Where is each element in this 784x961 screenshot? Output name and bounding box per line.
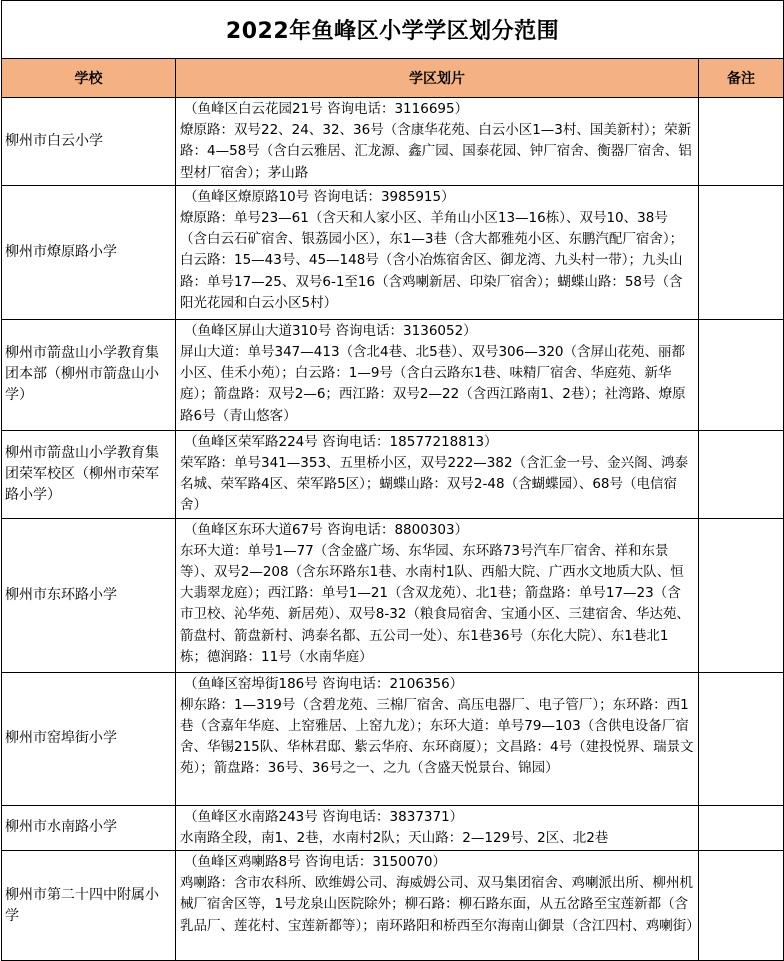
district-range: 鸡喇路：含市农科所、欧维姆公司、海威姆公司、双马集团宿舍、鸡喇派出所、柳州机械厂宿舍区等，1号龙泉山医院除外；柳石路：柳石路东面，从五岔路至宝莲新都（含乳品厂、莲花村、宝莲新都等）；南环路阳和桥西至尔海南山御景（含江四村、鸡喇街） xyxy=(180,875,700,934)
school-name: 柳州市窑埠街小学 xyxy=(2,672,176,805)
school-contact: （鱼峰区荣军路224号 咨询电话：18577218813） xyxy=(184,433,498,450)
district-range: 屏山大道：单号347—413（含北4巷、北5巷）、双号306—320（含屏山花苑、丽都小区、佳禾小苑）；白云路：1—9号（含白云路东1巷、味精厂宿舍、华庭苑、新华庭）；箭盘路：双号2—6；西江路：双号2—22（含西江路南1、2巷）；社湾路、燎原路6号（青山悠客） xyxy=(180,344,686,424)
note-cell xyxy=(699,98,784,186)
table-row xyxy=(2,672,784,805)
school-name: 柳州市箭盘山小学教育集团荣军校区（柳州市荣军路小学） xyxy=(2,430,176,518)
district-detail xyxy=(176,319,699,430)
note-cell xyxy=(699,185,784,319)
table-row xyxy=(2,805,784,850)
district-detail xyxy=(176,672,699,805)
table-row xyxy=(2,319,784,430)
school-name: 柳州市水南路小学 xyxy=(2,805,176,850)
school-contact: （鱼峰区燎原路10号 咨询电话：3985915） xyxy=(184,188,455,205)
school-contact: （鱼峰区水南路243号 咨询电话：3837371） xyxy=(184,808,464,825)
note-cell xyxy=(699,518,784,672)
header-school: 学校 xyxy=(2,59,176,98)
table-row xyxy=(2,185,784,319)
note-cell xyxy=(699,430,784,518)
district-range: 燎原路：单号23—61（含天和人家小区、羊角山小区13—16栋）、双号10、38号（含白云石矿宿舍、银荔园小区），东1—3巷（含大都雅苑小区、东鹏汽配厂宿舍）；白云路：15—43号、45—148号（含小冶炼宿舍区、御龙湾、九头村一带）；九头山路：单号17—25、双号6-1至16（含鸡喇新居、印染厂宿舍）；蝴蝶山路：58号（含阳光花园和白云小区5村） xyxy=(180,210,684,311)
district-range: 东环大道：单号1—77（含金盛广场、东华园、东环路73号汽车厂宿舍、祥和东景等）、双号2—208（含东环路东1巷、水南村1队、西船大院、广西水文地质大队、恒大翡翠龙庭）；西江路：单号1—21（含双龙苑）、北1巷；箭盘路：单号17—23（含市卫校、沁华苑、新居苑）、双号8-32（粮食局宿舍、宝通小区、三建宿舍、华达苑、箭盘村、箭盘新村、鸿泰名都、五公司一处）、东1巷36号（东化大院）、东1巷北1栋；德润路：11号（水南华庭） xyxy=(180,542,690,665)
school-contact: （鱼峰区屏山大道310号 咨询电话：3136052） xyxy=(184,322,477,339)
school-contact: （鱼峰区鸡喇路8号 咨询电话：3150070） xyxy=(184,854,447,871)
note-cell xyxy=(699,672,784,805)
district-detail xyxy=(176,185,699,319)
school-contact: （鱼峰区东环大道67号 咨询电话：8800303） xyxy=(184,521,469,538)
school-name: 柳州市燎原路小学 xyxy=(2,185,176,319)
note-cell xyxy=(699,851,784,961)
note-cell xyxy=(699,319,784,430)
school-name: 柳州市东环路小学 xyxy=(2,518,176,672)
district-range: 燎原路：双号22、24、32、36号（含康华花苑、白云小区1—3村、国美新村）；荣新路：4—58号（含白云雅居、汇龙源、鑫广园、国泰花园、钟厂宿舍、衡器厂宿舍、铝型材厂宿舍）；茅山路 xyxy=(180,122,692,181)
district-detail xyxy=(176,851,699,961)
header-note: 备注 xyxy=(699,59,784,98)
school-contact: （鱼峰区白云花园21号 咨询电话：3116695） xyxy=(184,101,469,117)
table-row xyxy=(2,98,784,186)
note-cell xyxy=(699,805,784,850)
district-range: 荣军路：单号341—353、五里桥小区，双号222—382（含汇金一号、金兴阁、鸿泰名城、荣军路4区、荣军路5区）；蝴蝶山路：双号2-48（含蝴蝶园）、68号（电信宿舍） xyxy=(180,455,689,514)
table-row xyxy=(2,518,784,672)
table-row xyxy=(2,430,784,518)
header-district: 学区划片 xyxy=(176,59,699,98)
district-detail xyxy=(176,805,699,850)
school-name: 柳州市第二十四中附属小学 xyxy=(2,851,176,961)
district-range: 柳东路：1—319号（含碧龙苑、三棉厂宿舍、高压电器厂、电子管厂）；东环路：西1巷（含嘉年华庭、上窑雅居、上窑九龙）；东环大道：单号79—103（含供电设备厂宿舍、华锡215队、华林君邸、紫云华府、东环商厦）；文昌路：4号（建投悦界、瑞景文苑）；箭盘路：36号、36号之一、之九（含盛天悦景台、锦园） xyxy=(180,696,694,777)
school-contact: （鱼峰区窑埠街186号 咨询电话：2106356） xyxy=(184,675,464,692)
header-row xyxy=(2,59,784,98)
table-row xyxy=(2,851,784,961)
district-table xyxy=(1,0,784,961)
district-detail xyxy=(176,98,699,186)
district-range: 水南路全段，南1、2巷，水南村2队；天山路：2—129号、2区、北2巷 xyxy=(180,829,609,846)
school-name: 柳州市箭盘山小学教育集团本部（柳州市箭盘山小学） xyxy=(2,319,176,430)
district-detail xyxy=(176,430,699,518)
title-row xyxy=(2,1,784,59)
page-title: 2022年鱼峰区小学学区划分范围 xyxy=(2,1,784,59)
school-name: 柳州市白云小学 xyxy=(2,98,176,186)
district-detail xyxy=(176,518,699,672)
